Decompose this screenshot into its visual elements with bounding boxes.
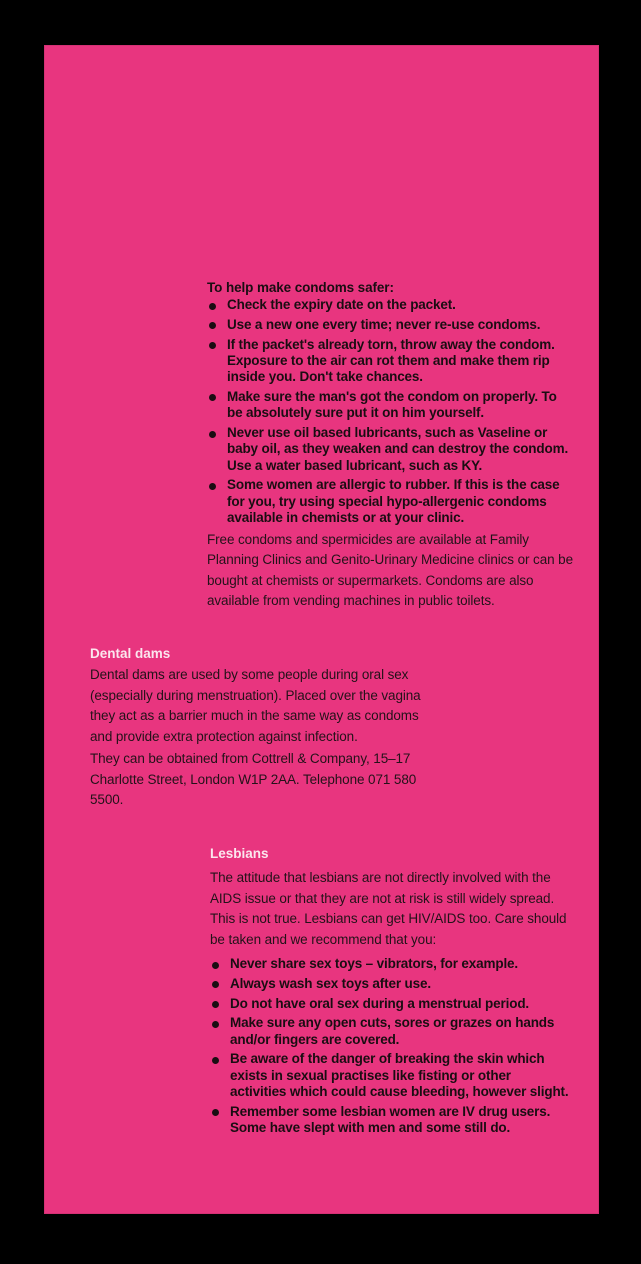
list-item xyxy=(210,1015,570,1048)
lesbians-section xyxy=(210,845,572,1140)
list-item xyxy=(207,317,573,333)
lesbians-title: Lesbians xyxy=(210,846,269,861)
lesbians-recommendations-list xyxy=(210,956,570,1136)
bullet-icon xyxy=(212,981,219,988)
dental-dams-contact: They can be obtained from Cottrell & Company, 15–17 Charlotte Street, London W1P 2AA. Telephone 071 580 5500. xyxy=(90,751,417,807)
list-item xyxy=(207,477,573,526)
list-item-text: Remember some lesbian women are IV drug users. Some have slept with men and some still do. xyxy=(230,1103,551,1136)
dental-dams-paragraph: Dental dams are used by some people during oral sex (especially during menstruation). Placed over the vagina they act as a barrier much in the same way as condoms and provide extra protection against infection. xyxy=(90,667,421,744)
list-item-text: Never share sex toys – vibrators, for example. xyxy=(230,956,518,971)
bullet-icon xyxy=(209,342,216,349)
leaflet-page xyxy=(44,45,599,1214)
list-item-text: Never use oil based lubricants, such as Vaseline or baby oil, as they weaken and can destroy the condom. Use a water based lubricant, such as KY. xyxy=(227,425,569,473)
list-item xyxy=(210,996,570,1012)
list-item xyxy=(210,1104,570,1137)
list-item-text: Some women are allergic to rubber. If this is the case for you, try using special hypo-allergenic condoms available in chemists or at your clinic. xyxy=(227,477,560,526)
bullet-icon xyxy=(212,1057,219,1064)
list-item xyxy=(210,976,570,992)
bullet-icon xyxy=(212,1021,219,1028)
list-item-text: Make sure the man's got the condom on properly. To be absolutely sure put it on him yourself. xyxy=(227,388,557,421)
bullet-icon xyxy=(212,1109,219,1116)
lesbians-intro: The attitude that lesbians are not directly involved with the AIDS issue or that they are not at risk is still widely spread. This is not true. Lesbians can get HIV/AIDS too. Care should be taken and we recommend that you: xyxy=(210,870,567,947)
condom-safety-intro: To help make condoms safer: xyxy=(207,280,394,295)
bullet-icon xyxy=(209,394,216,401)
list-item-text: If the packet's already torn, throw away the condom. Exposure to the air can rot them and make them rip inside you. Don't take chances. xyxy=(227,336,555,385)
list-item-text: Be aware of the danger of breaking the skin which exists in sexual practises like fisting or other activities which could cause bleeding, however slight. xyxy=(230,1051,569,1100)
dental-dams-title: Dental dams xyxy=(90,646,171,661)
bullet-icon xyxy=(209,483,216,490)
free-condoms-paragraph: Free condoms and spermicides are available at Family Planning Clinics and Genito-Urinary Medicine clinics or can be bought at chemists or supermarkets. Condoms are also available from vending machines in public toilets. xyxy=(207,531,573,609)
bullet-icon xyxy=(212,962,219,969)
list-item xyxy=(207,337,573,386)
dental-dams-section xyxy=(90,645,440,813)
list-item-text: Check the expiry date on the packet. xyxy=(227,297,456,312)
list-item-text: Do not have oral sex during a menstrual period. xyxy=(230,995,530,1011)
list-item xyxy=(207,389,573,422)
bullet-icon xyxy=(209,431,216,438)
list-item xyxy=(207,297,573,313)
bullet-icon xyxy=(209,322,216,329)
condom-safety-section xyxy=(207,279,573,614)
list-item-text: Always wash sex toys after use. xyxy=(230,975,431,991)
list-item-text: Make sure any open cuts, sores or grazes on hands and/or fingers are covered. xyxy=(230,1015,555,1047)
condom-safety-list xyxy=(207,297,573,526)
list-item xyxy=(210,956,570,972)
bullet-icon xyxy=(209,303,216,310)
list-item-text: Use a new one every time; never re-use condoms. xyxy=(227,316,541,332)
list-item xyxy=(210,1051,570,1100)
list-item xyxy=(207,425,573,474)
bullet-icon xyxy=(212,1001,219,1008)
